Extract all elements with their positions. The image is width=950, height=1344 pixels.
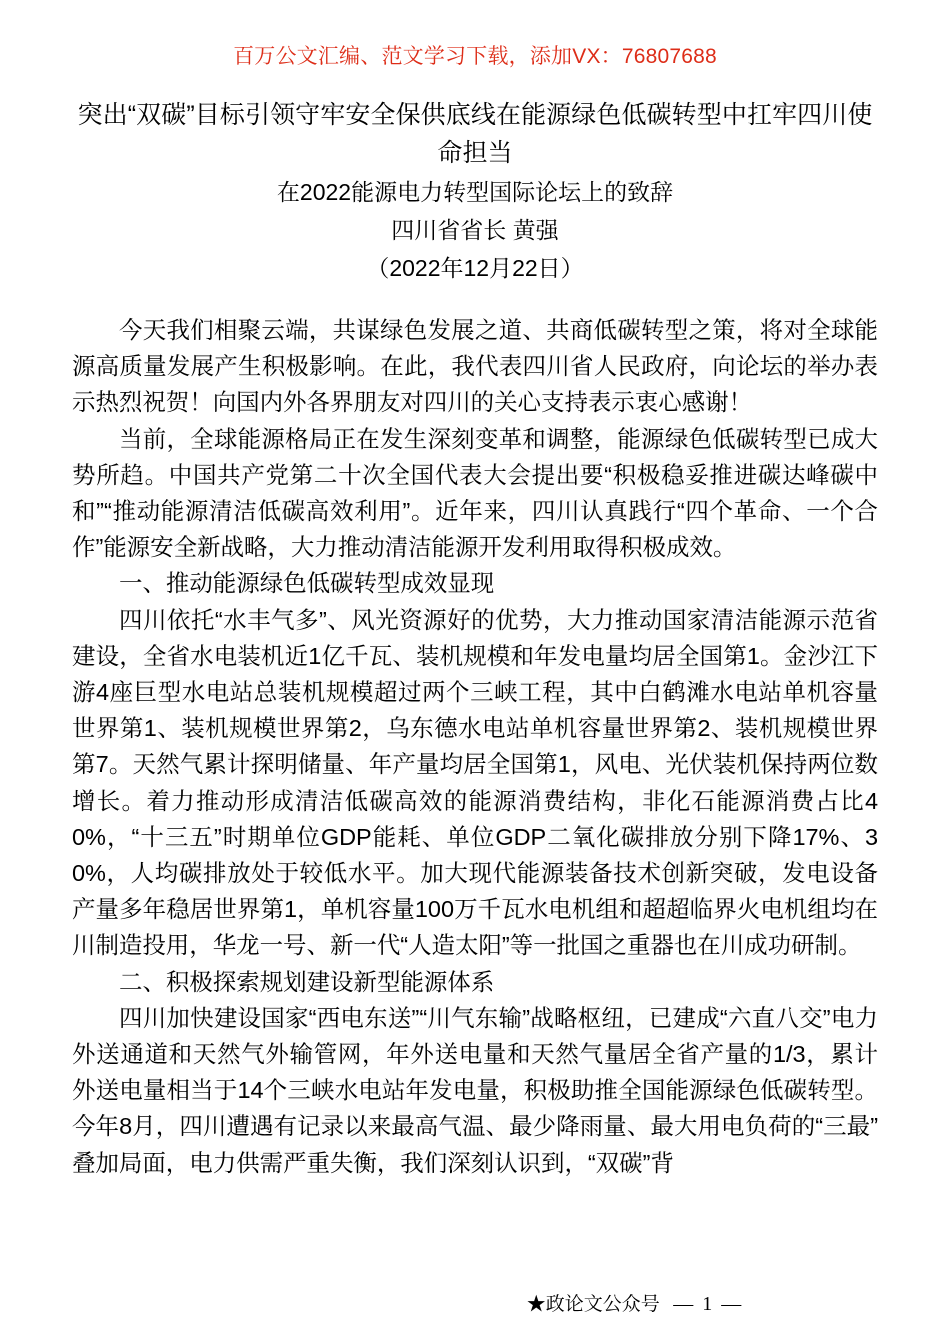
document-date: （2022年12月22日） (366, 255, 584, 281)
footer-watermark: ★政论文公众号 (526, 1294, 660, 1315)
footer-inner (527, 1291, 744, 1318)
body-paragraph: 四川加快建设国家“西电东送”“川气东输”战略枢纽，已建成“六直八交”电力外送通道和天然气外输管网，年外送电量和天然气量居全省产量的1/3，累计外送电量相当于14个三峡水电站年发电量，积极助推全国能源绿色低碳转型。今年8月，四川遭遇有记录以来最高气温、最少降雨量、最大用电负荷的“三最”叠加局面，电力供需严重失衡，我们深刻认识到，“双碳”背 (72, 1004, 878, 1176)
body-paragraph: 当前，全球能源格局正在发生深刻变革和调整，能源绿色低碳转型已成大势所趋。中国共产党第二十次全国代表大会提出要“积极稳妥推进碳达峰碳中和”“推动能源清洁低碳高效利用”。近年来，四川认真践行“四个革命、一个合作”能源安全新战略，大力推动清洁能源开发利用取得积极成效。 (72, 425, 878, 561)
section-heading-two: 二、积极探索规划建设新型能源体系 (119, 968, 495, 995)
page-footer (0, 1291, 950, 1318)
body-paragraph: 今天我们相聚云端，共谋绿色发展之道、共商低碳转型之策，将对全球能源高质量发展产生积极影响。在此，我代表四川省人民政府，向论坛的举办表示热烈祝贺！向国内外各界朋友对四川的关心支持表示衷心感谢！ (72, 317, 878, 416)
promo-header-banner: 百万公文汇编、范文学习下载，添加VX：76807688 (233, 45, 717, 68)
page-title: 突出“双碳”目标引领守牢安全保供底线在能源绿色低碳转型中扛牢四川使命担当 (77, 101, 873, 167)
section-heading-one: 一、推动能源绿色低碳转型成效显现 (119, 570, 495, 597)
document-body (72, 312, 878, 1181)
body-paragraph: 四川依托“水丰气多”、风光资源好的优势，大力推动国家清洁能源示范省建设，全省水电装机近1亿千瓦、装机规模和年发电量均居全国第1。金沙江下游4座巨型水电站总装机规模超过两个三峡工程，其中白鹤滩水电站单机容量世界第1、装机规模世界第2，乌东德水电站单机容量世界第2、装机规模世界第7。天然气累计探明储量、年产量均居全国第1，风电、光伏装机保持两位数增长。着力推动形成清洁低碳高效的能源消费结构，非化石能源消费占比40%，“十三五”时期单位GDP能耗、单位GDP二氧化碳排放分别下降17%、30%，人均碳排放处于较低水平。加大现代能源装备技术创新突破，发电设备产量多年稳居世界第1，单机容量100万千瓦水电机组和超超临界火电机组均在川制造投用，华龙一号、新一代“人造太阳”等一批国之重器也在川成功研制。 (72, 606, 878, 959)
document-author: 四川省省长 黄强 (391, 217, 559, 243)
document-subtitle: 在2022能源电力转型国际论坛上的致辞 (276, 179, 674, 205)
page-number: — 1 — (673, 1293, 744, 1315)
title-block (72, 96, 878, 287)
